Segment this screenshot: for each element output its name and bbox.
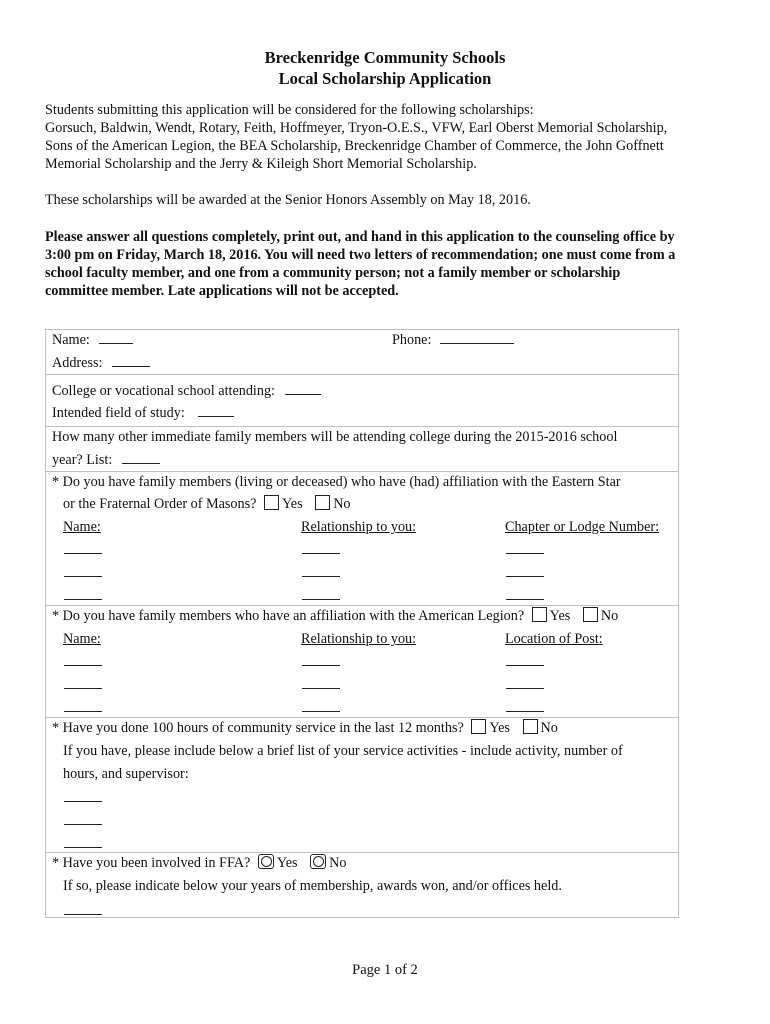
application-form	[45, 329, 679, 918]
ffa-yes-label: Yes	[276, 855, 298, 871]
address-label: Address:	[52, 355, 103, 371]
intro-paragraph	[45, 101, 735, 173]
ffa-no-radio[interactable]	[310, 854, 326, 869]
legion-location-field[interactable]	[506, 688, 544, 689]
legion-question: * Do you have family members who have an affiliation with the American Legion?	[52, 608, 525, 624]
oes-question-row	[63, 495, 351, 513]
oes-relationship-field[interactable]	[302, 599, 340, 600]
instructions-paragraph	[45, 228, 735, 300]
family-college-question: How many other immediate family members will be attending college during the 2015-2016 school	[52, 429, 618, 445]
service-yes-label: Yes	[489, 720, 510, 736]
field-of-study-label: Intended field of study:	[52, 405, 185, 421]
legion-no-checkbox[interactable]	[583, 607, 598, 622]
divider	[46, 852, 678, 853]
service-activity-field[interactable]	[64, 847, 102, 848]
divider	[46, 374, 678, 375]
college-field[interactable]	[285, 382, 321, 395]
service-note-cont: hours, and supervisor:	[63, 766, 189, 782]
legion-relationship-field[interactable]	[302, 711, 340, 712]
page-number: Page 1 of 2	[352, 962, 418, 978]
family-list-field[interactable]	[122, 451, 160, 464]
legion-location-field[interactable]	[506, 711, 544, 712]
legion-question-row	[52, 607, 618, 625]
intro-line: Students submitting this application will be considered for the following scholarships:	[45, 102, 534, 118]
intro-line: Gorsuch, Baldwin, Wendt, Rotary, Feith, Hoffmeyer, Tryon-O.E.S., VFW, Earl Oberst Memorial Scholarship,	[45, 120, 668, 136]
oes-col-chapter: Chapter or Lodge Number:	[505, 519, 660, 535]
oes-relationship-field[interactable]	[302, 576, 340, 577]
service-note: If you have, please include below a brief list of your service activities - include activity, number of	[63, 743, 623, 759]
divider	[46, 717, 678, 718]
ffa-details-field[interactable]	[64, 914, 102, 915]
legion-no-label: No	[600, 608, 619, 624]
phone-field[interactable]	[440, 331, 514, 344]
legion-relationship-field[interactable]	[302, 688, 340, 689]
instructions-line: 3:00 pm on Friday, March 18, 2016. You will need two letters of recommendation; one must come from a	[45, 247, 676, 263]
divider	[46, 471, 678, 472]
family-list-row	[52, 451, 160, 469]
field-of-study-row	[52, 404, 234, 422]
name-label: Name:	[52, 332, 90, 348]
service-question: * Have you done 100 hours of community service in the last 12 months?	[52, 720, 464, 736]
address-row	[52, 354, 150, 372]
intro-line: Memorial Scholarship and the Jerry & Kileigh Short Memorial Scholarship.	[45, 156, 477, 172]
page-title: Breckenridge Community Schools	[264, 48, 506, 67]
service-activity-field[interactable]	[64, 824, 102, 825]
oes-name-field[interactable]	[64, 599, 102, 600]
legion-col-name: Name:	[63, 631, 101, 647]
ffa-no-label: No	[329, 855, 347, 871]
oes-col-name: Name:	[63, 519, 101, 535]
legion-col-location: Location of Post:	[505, 631, 603, 647]
legion-col-relationship: Relationship to you:	[301, 631, 417, 647]
divider	[46, 426, 678, 427]
legion-name-field[interactable]	[64, 711, 102, 712]
oes-no-checkbox[interactable]	[315, 495, 330, 510]
family-list-label: year? List:	[52, 452, 113, 468]
name-field[interactable]	[99, 331, 133, 344]
instructions-line: school faculty member, and one from a community person; not a family member or scholarship	[45, 265, 621, 281]
oes-chapter-field[interactable]	[506, 553, 544, 554]
instructions-line: committee member. Late applications will not be accepted.	[45, 283, 399, 299]
intro-line: Sons of the American Legion, the BEA Scholarship, Breckenridge Chamber of Commerce, the John Goffnett	[45, 138, 664, 154]
award-line: These scholarships will be awarded at the Senior Honors Assembly on May 18, 2016.	[45, 192, 531, 208]
ffa-note: If so, please indicate below your years of membership, awards won, and/or offices held.	[63, 878, 562, 894]
oes-yes-checkbox[interactable]	[264, 495, 279, 510]
service-no-label: No	[540, 720, 558, 736]
legion-yes-checkbox[interactable]	[532, 607, 547, 622]
service-question-row	[52, 719, 558, 737]
oes-relationship-field[interactable]	[302, 553, 340, 554]
oes-question: * Do you have family members (living or deceased) who have (had) affiliation with the Eastern Star	[52, 474, 621, 490]
oes-chapter-field[interactable]	[506, 599, 544, 600]
oes-name-field[interactable]	[64, 576, 102, 577]
divider	[46, 605, 678, 606]
college-row	[52, 382, 321, 400]
field-of-study-field[interactable]	[198, 404, 234, 417]
instructions-line: Please answer all questions completely, print out, and hand in this application to the counseling office by	[45, 229, 675, 245]
ffa-yes-radio[interactable]	[258, 854, 274, 869]
phone-label: Phone:	[392, 332, 432, 348]
oes-col-relationship: Relationship to you:	[301, 519, 417, 535]
address-field[interactable]	[112, 354, 150, 367]
oes-question-cont: or the Fraternal Order of Masons?	[63, 496, 257, 512]
oes-name-field[interactable]	[64, 553, 102, 554]
name-row	[52, 331, 133, 349]
legion-name-field[interactable]	[64, 688, 102, 689]
legion-name-field[interactable]	[64, 665, 102, 666]
legion-yes-label: Yes	[549, 608, 571, 624]
ffa-question-row	[52, 854, 346, 872]
phone-row	[392, 331, 514, 349]
service-yes-checkbox[interactable]	[471, 719, 486, 734]
service-activity-field[interactable]	[64, 801, 102, 802]
page-subtitle: Local Scholarship Application	[278, 69, 492, 88]
college-label: College or vocational school attending:	[52, 383, 276, 399]
oes-no-label: No	[333, 496, 351, 512]
legion-location-field[interactable]	[506, 665, 544, 666]
service-no-checkbox[interactable]	[523, 719, 538, 734]
legion-relationship-field[interactable]	[302, 665, 340, 666]
ffa-question: * Have you been involved in FFA?	[52, 855, 251, 871]
oes-yes-label: Yes	[281, 496, 303, 512]
oes-chapter-field[interactable]	[506, 576, 544, 577]
